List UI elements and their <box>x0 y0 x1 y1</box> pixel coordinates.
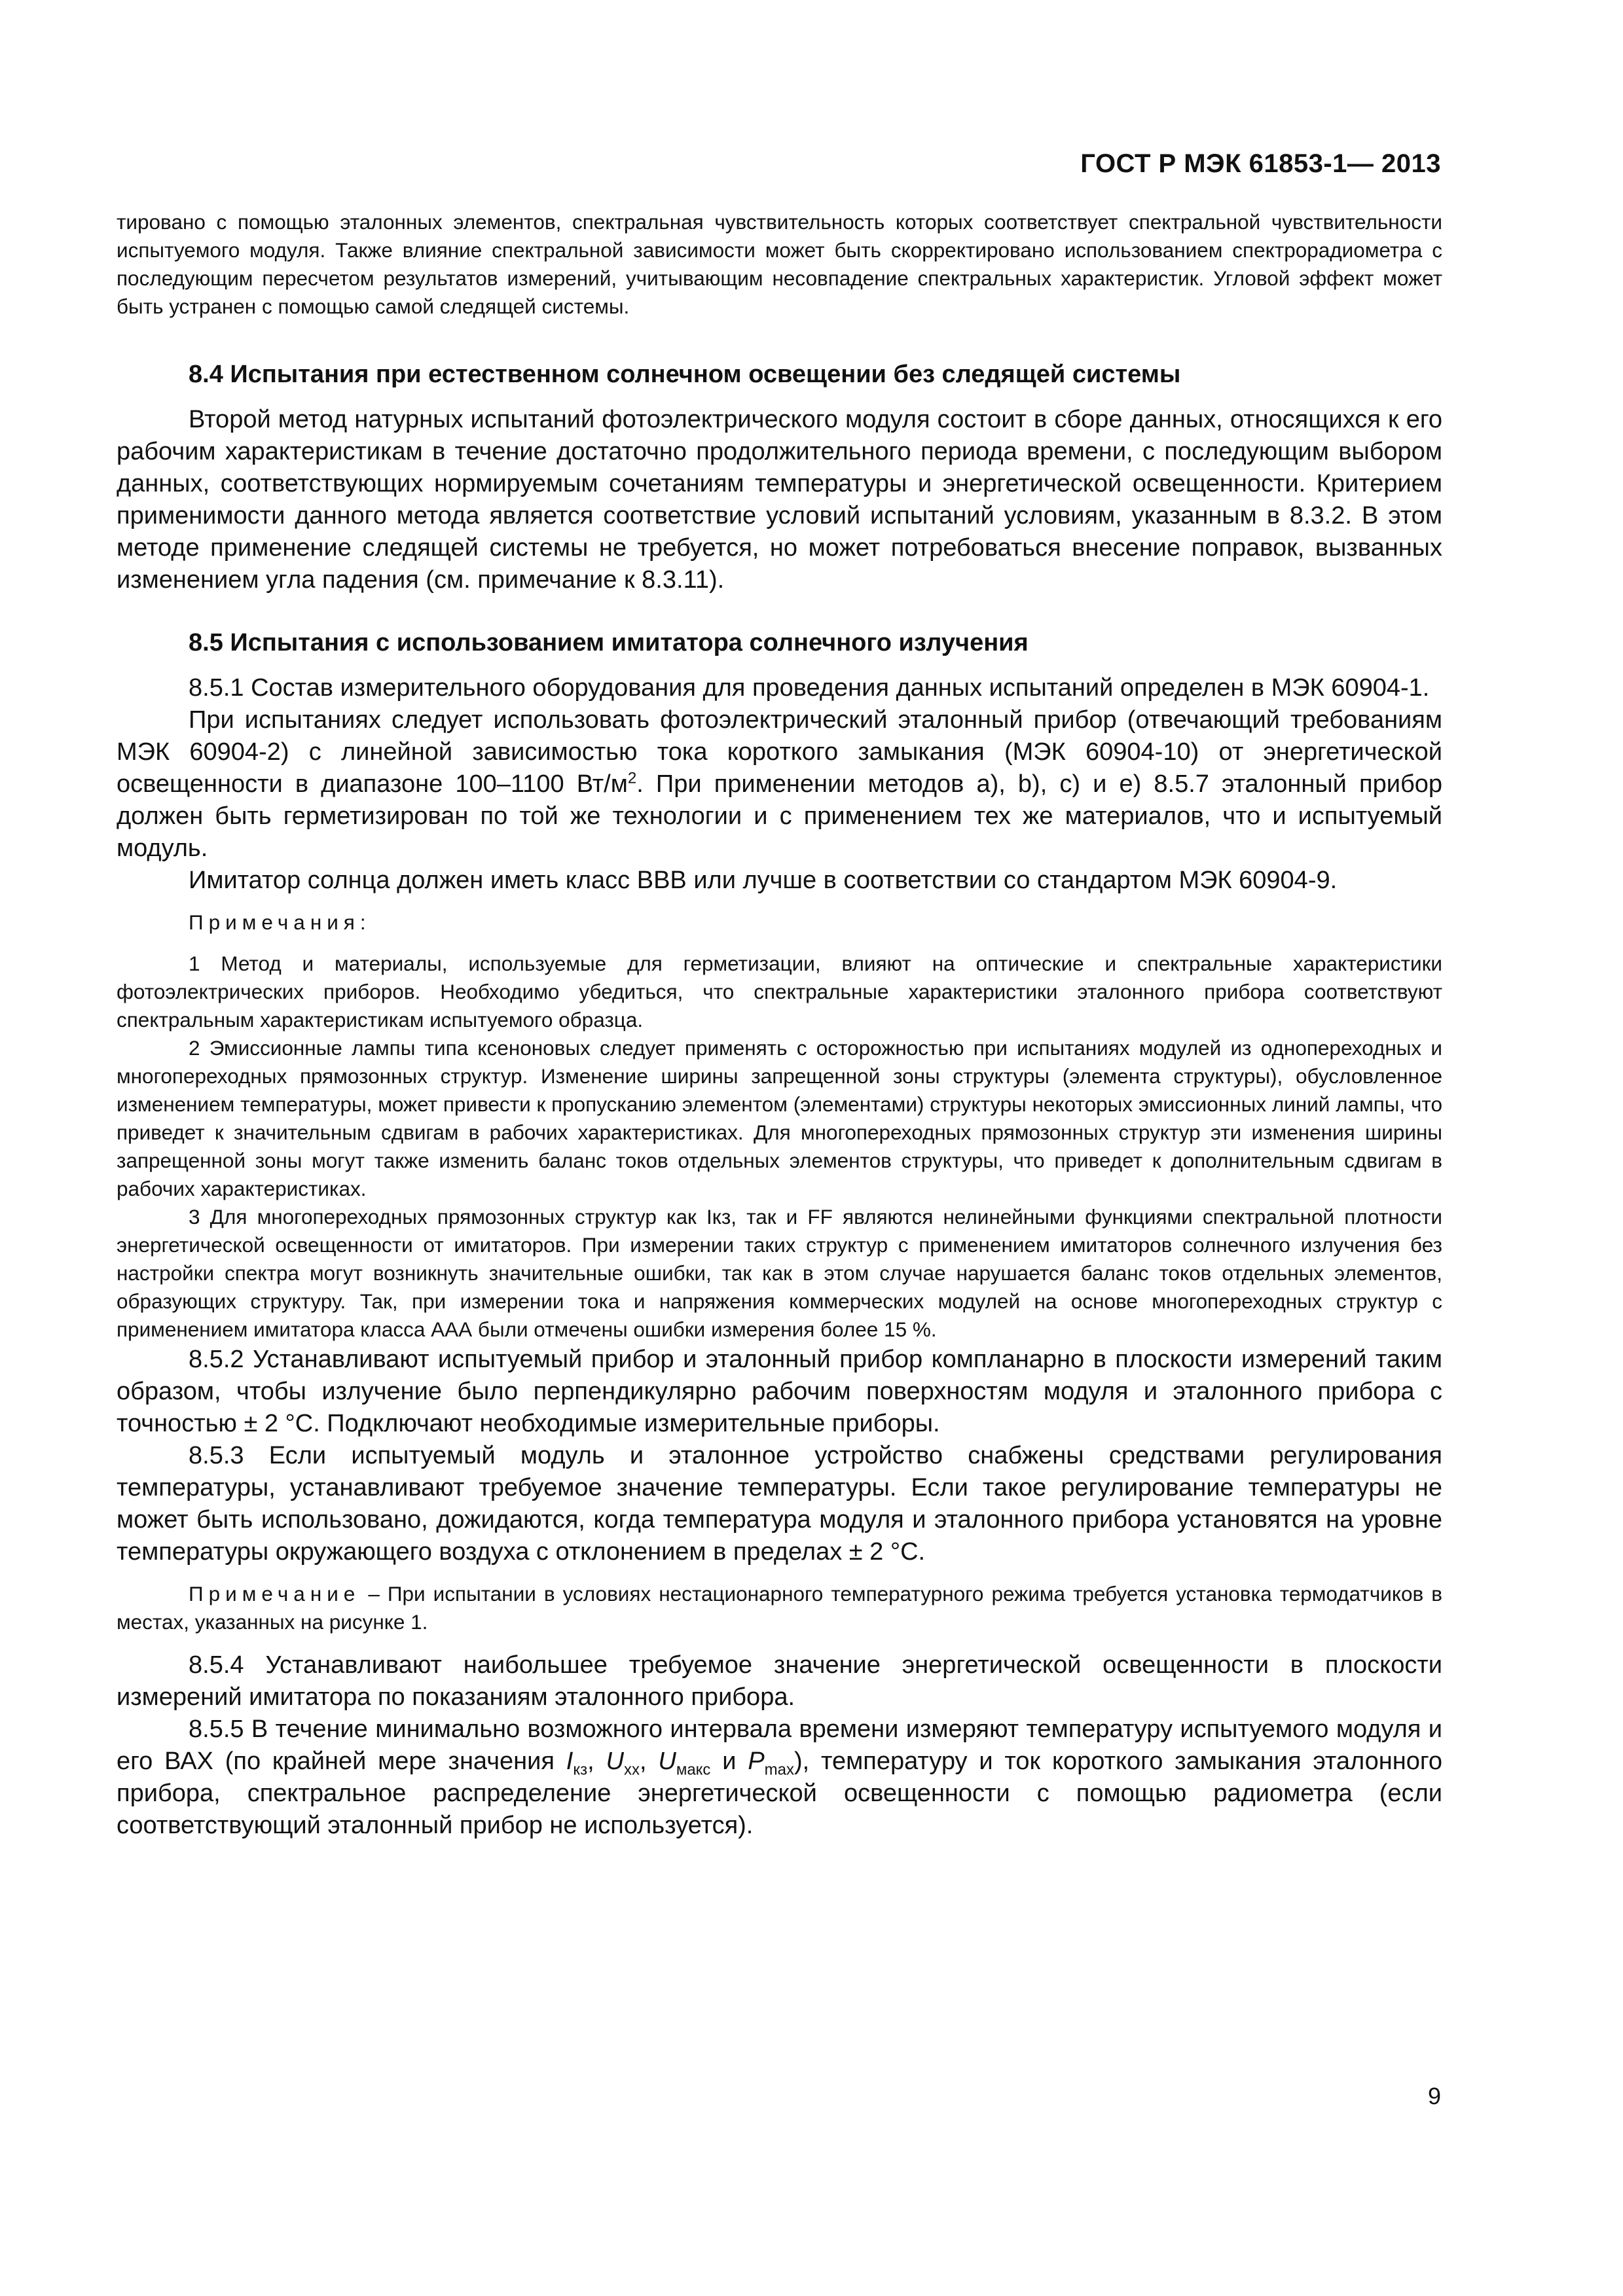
ref-device-text-b: . При применении методов a), b), c) и e) 8.5.7 эталонный прибор должен быть герметизирован по той же технологии и с применением тех же материалов, что и испытуемый модуль. <box>117 770 1442 862</box>
page-number: 9 <box>1427 2083 1441 2109</box>
symbol-p: P <box>748 1748 765 1775</box>
p855-sep-2: , <box>639 1748 659 1775</box>
symbol-u-max: U <box>658 1748 676 1775</box>
section-8-5 <box>117 627 1442 1842</box>
section-8-4 <box>117 359 1442 596</box>
p855-text-1: 8.5.5 В течение минимально возможного интервала времени измеряют температуру испытуемого модуля и его ВАХ (по крайней мере значения <box>117 1715 1442 1775</box>
subscript-xx: хх <box>623 1761 640 1779</box>
note-3: 3 Для многопереходных прямозонных структур как Iкз, так и FF являются нелинейными функциями спектральной плотности энергетической освещенности от имитаторов. При измерении таких структур с применением имитаторов солнечного излучения без настройки спектра могут возникнуть значительные ошибки, так как в этом случае нарушается баланс токов отдельных элементов, образующих структуру. Так, при измерении тока и напряжения коммерческих модулей на основе многопереходных структур с применением имитатора класса ААА были отмечены ошибки измерения более 15 %. <box>117 1205 1442 1341</box>
paragraph-reference-device <box>117 704 1442 865</box>
note-text: – При испытании в условиях нестационарного температурного режима требуется установка термодатчиков в местах, указанных на рисунке 1. <box>117 1582 1442 1634</box>
continued-paragraph: тировано с помощью эталонных элементов, спектральная чувствительность которых соответствует спектральной чувствительности испытуемого модуля. Также влияние спектральной зависимости может быть скорректировано использованием спектрорадиометра с последующим пересчетом результатов измерений, учитывающим несовпадение спектральных характеристик. Угловой эффект может быть устранен с помощью самой следящей системы. <box>117 210 1442 318</box>
p855-sep-1: , <box>587 1748 606 1775</box>
paragraph-8-5-5 <box>117 1713 1442 1842</box>
symbol-i: I <box>566 1748 574 1775</box>
notes-label: Примечания: <box>189 910 371 934</box>
note-label: Примечание <box>189 1582 361 1605</box>
ref-device-text-a: При испытаниях следует использовать фотоэлектрический эталонный прибор (отвечающий требованиям МЭК 60904-2) с линейной зависимостью тока короткого замыкания (МЭК 60904-10) от энергетической освещенности в диапазоне 100–1100 Вт/м <box>117 706 1442 798</box>
section-heading-8-4: 8.4 Испытания при естественном солнечном освещении без следящей системы <box>189 361 1181 388</box>
subscript-kz: кз <box>573 1761 588 1779</box>
section-heading-8-5: 8.5 Испытания с использованием имитатора солнечного излучения <box>189 629 1029 656</box>
paragraph-simulator-class: Имитатор солнца должен иметь класс ВВВ или лучше в соответствии со стандартом МЭК 60904-9. <box>189 867 1338 894</box>
note-1: 1 Метод и материалы, используемые для герметизации, влияют на оптические и спектральные характеристики фотоэлектрических приборов. Необходимо убедиться, что спектральные характеристики эталонного прибора соответствуют спектральным характеристикам испытуемого образца. <box>117 952 1442 1031</box>
subscript-maks: макс <box>676 1761 711 1779</box>
note-temperature-sensors <box>117 1580 1442 1636</box>
paragraph-8-5-1: 8.5.1 Состав измерительного оборудования для проведения данных испытаний определен в МЭК 60904-1. <box>189 674 1430 702</box>
p855-sep-3: и <box>710 1748 748 1775</box>
paragraph-8-5-2: 8.5.2 Устанавливают испытуемый прибор и эталонный прибор компланарно в плоскости измерений таким образом, чтобы излучение было перпендикулярно рабочим поверхностям модуля и эталонного прибора с точностью ± 2 °С. Подключают необходимые измерительные приборы. <box>117 1346 1442 1437</box>
paragraph-8-5-3: 8.5.3 Если испытуемый модуль и эталонное устройство снабжены средствами регулирования температуры, устанавливают требуемое значение температуры. Если такое регулирование температуры не может быть использовано, дожидаются, когда температура модуля и эталонного прибора установятся на уровне температуры окружающего воздуха с отклонением в пределах ± 2 °С. <box>117 1442 1442 1566</box>
p855-text-2: ), температуру и ток короткого замыкания эталонного прибора, спектральное распределение энергетической освещенности с помощью радиометра (если соответствующий эталонный прибор не используется). <box>117 1748 1443 1839</box>
note-2: 2 Эмиссионные лампы типа ксеноновых следует применять с осторожностью при испытаниях модулей из однопереходных и многопереходных прямозонных структур. Изменение ширины запрещенной зоны структуры (элемента структуры), обусловленное изменением температуры, может привести к пропусканию элементом (элементами) структуры некоторых эмиссионных линий лампы, что приведет к значительным сдвигам в рабочих характеристиках. Для многопереходных прямозонных структур эти изменения ширины запрещенной зоны могут также изменить баланс токов отдельных элементов структуры, что приведет к дополнительным сдвигам в рабочих характеристиках. <box>117 1036 1442 1200</box>
ref-device-superscript: 2 <box>627 769 637 787</box>
paragraph-8-4: Второй метод натурных испытаний фотоэлектрического модуля состоит в сборе данных, относящихся к его рабочим характеристикам в течение достаточно продолжительного периода времени, с последующим выбором данных, соответствующих нормируемым сочетаниям температуры и энергетической освещенности. Критерием применимости данного метода является соответствие условий испытаний условиям, указанным в 8.3.2. В этом методе применение следящей системы не требуется, но может потребоваться внесение поправок, вызванных изменением угла падения (см. примечание к 8.3.11). <box>117 406 1442 594</box>
page-header-standard-title: ГОСТ Р МЭК 61853-1— 2013 <box>1080 149 1441 178</box>
symbol-u-open: U <box>606 1748 624 1775</box>
paragraph-8-5-4: 8.5.4 Устанавливают наибольшее требуемое значение энергетической освещенности в плоскости измерений имитатора по показаниям эталонного прибора. <box>117 1651 1442 1711</box>
notes-heading <box>117 908 1442 937</box>
subscript-max: max <box>764 1761 795 1779</box>
continued-paragraph-block <box>117 208 1442 321</box>
